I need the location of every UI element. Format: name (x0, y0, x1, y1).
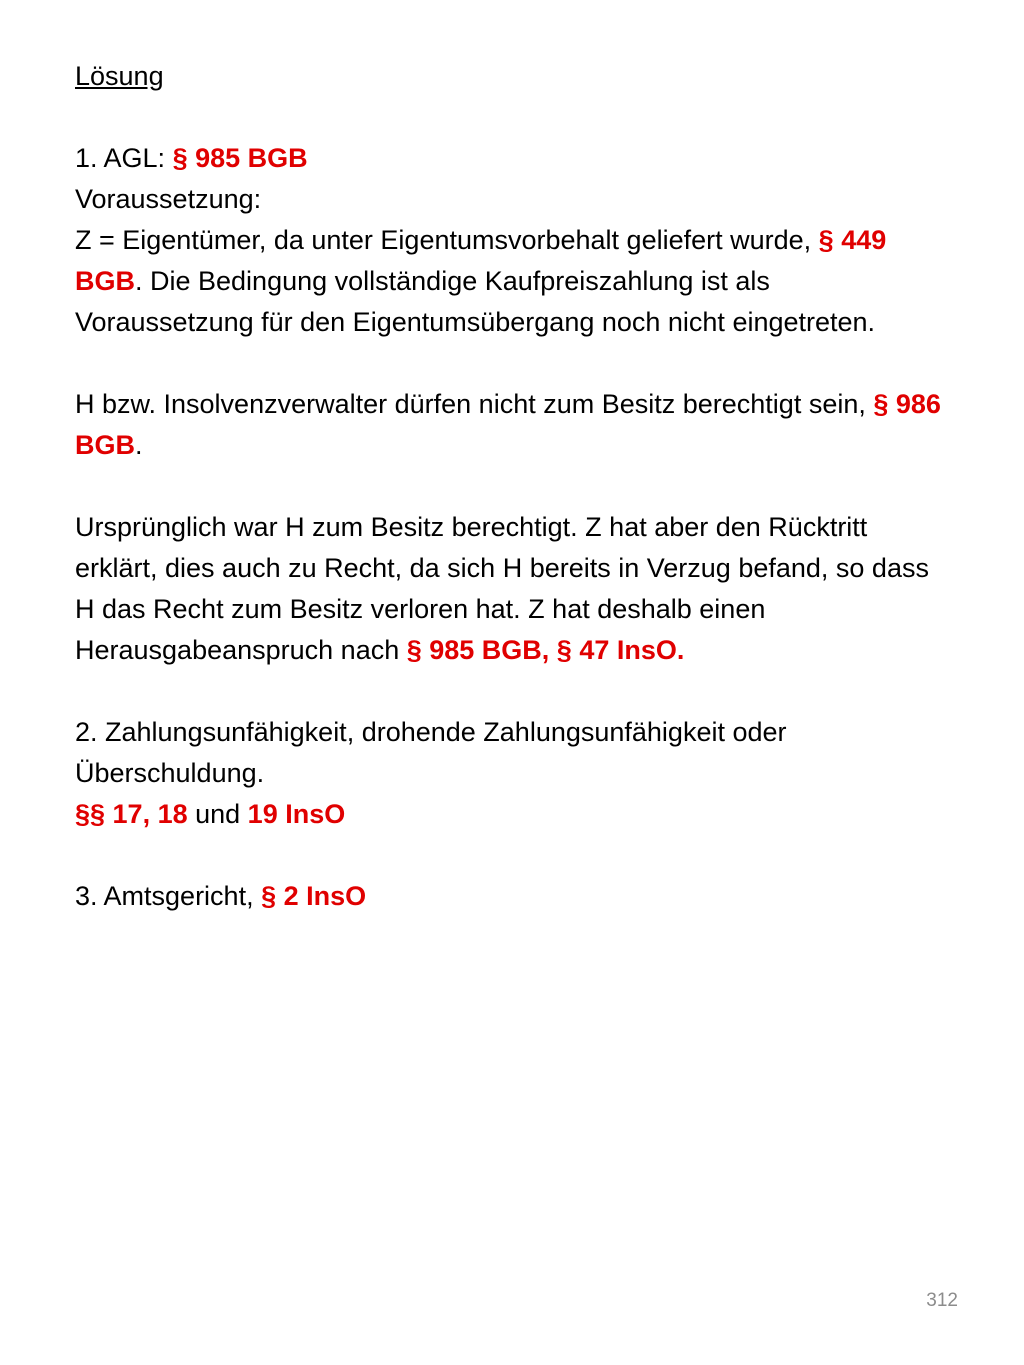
law-reference: § 985 BGB (172, 143, 308, 173)
section-1-heading (75, 138, 955, 179)
law-reference: § 986 BGB (75, 389, 941, 460)
agl-label: 1. AGL: (75, 143, 173, 173)
law-reference: §§ 17, 18 (75, 799, 188, 829)
paragraph-possession (75, 384, 955, 466)
section-3 (75, 876, 955, 917)
prerequisite-label: Voraussetzung: (75, 184, 262, 214)
section-3-text: 3. Amtsgericht, (75, 881, 262, 911)
spacer (75, 466, 955, 507)
paragraph-text: Z = Eigentümer, da unter Eigentumsvorbehalt geliefert wurde, (75, 225, 819, 255)
spacer (75, 97, 955, 138)
spacer (75, 343, 955, 384)
paragraph-withdrawal (75, 507, 955, 671)
paragraph-text: Ursprünglich war H zum Besitz berechtigt. Z hat aber den Rücktritt erklärt, dies auch zu Recht, da sich H bereits in Verzug befand, so dass H das Recht zum Besitz verloren hat. Z hat deshalb einen Herausgabeanspruch nach (75, 512, 929, 665)
section-2-references (75, 794, 955, 835)
slide-title: Lösung (75, 61, 164, 91)
paragraph-text: . Die Bedingung vollständige Kaufpreiszahlung ist als Voraussetzung für den Eigentumsübergang noch nicht eingetreten. (75, 266, 876, 337)
spacer (75, 671, 955, 712)
paragraph-text: H bzw. Insolvenzverwalter dürfen nicht zum Besitz berechtigt sein, (75, 389, 874, 419)
paragraph-ownership (75, 220, 955, 343)
law-reference: § 449 BGB (75, 225, 887, 296)
paragraph-text: . (135, 430, 143, 460)
connector-text: und (187, 799, 248, 829)
law-reference: 19 InsO (247, 799, 346, 829)
page-number: 312 (926, 1290, 958, 1311)
section-2-text: 2. Zahlungsunfähigkeit, drohende Zahlungsunfähigkeit oder Überschuldung. (75, 717, 787, 788)
spacer (75, 835, 955, 876)
slide-content (75, 56, 955, 917)
law-reference: § 985 BGB, § 47 InsO. (406, 635, 685, 665)
law-reference: § 2 InsO (261, 881, 367, 911)
